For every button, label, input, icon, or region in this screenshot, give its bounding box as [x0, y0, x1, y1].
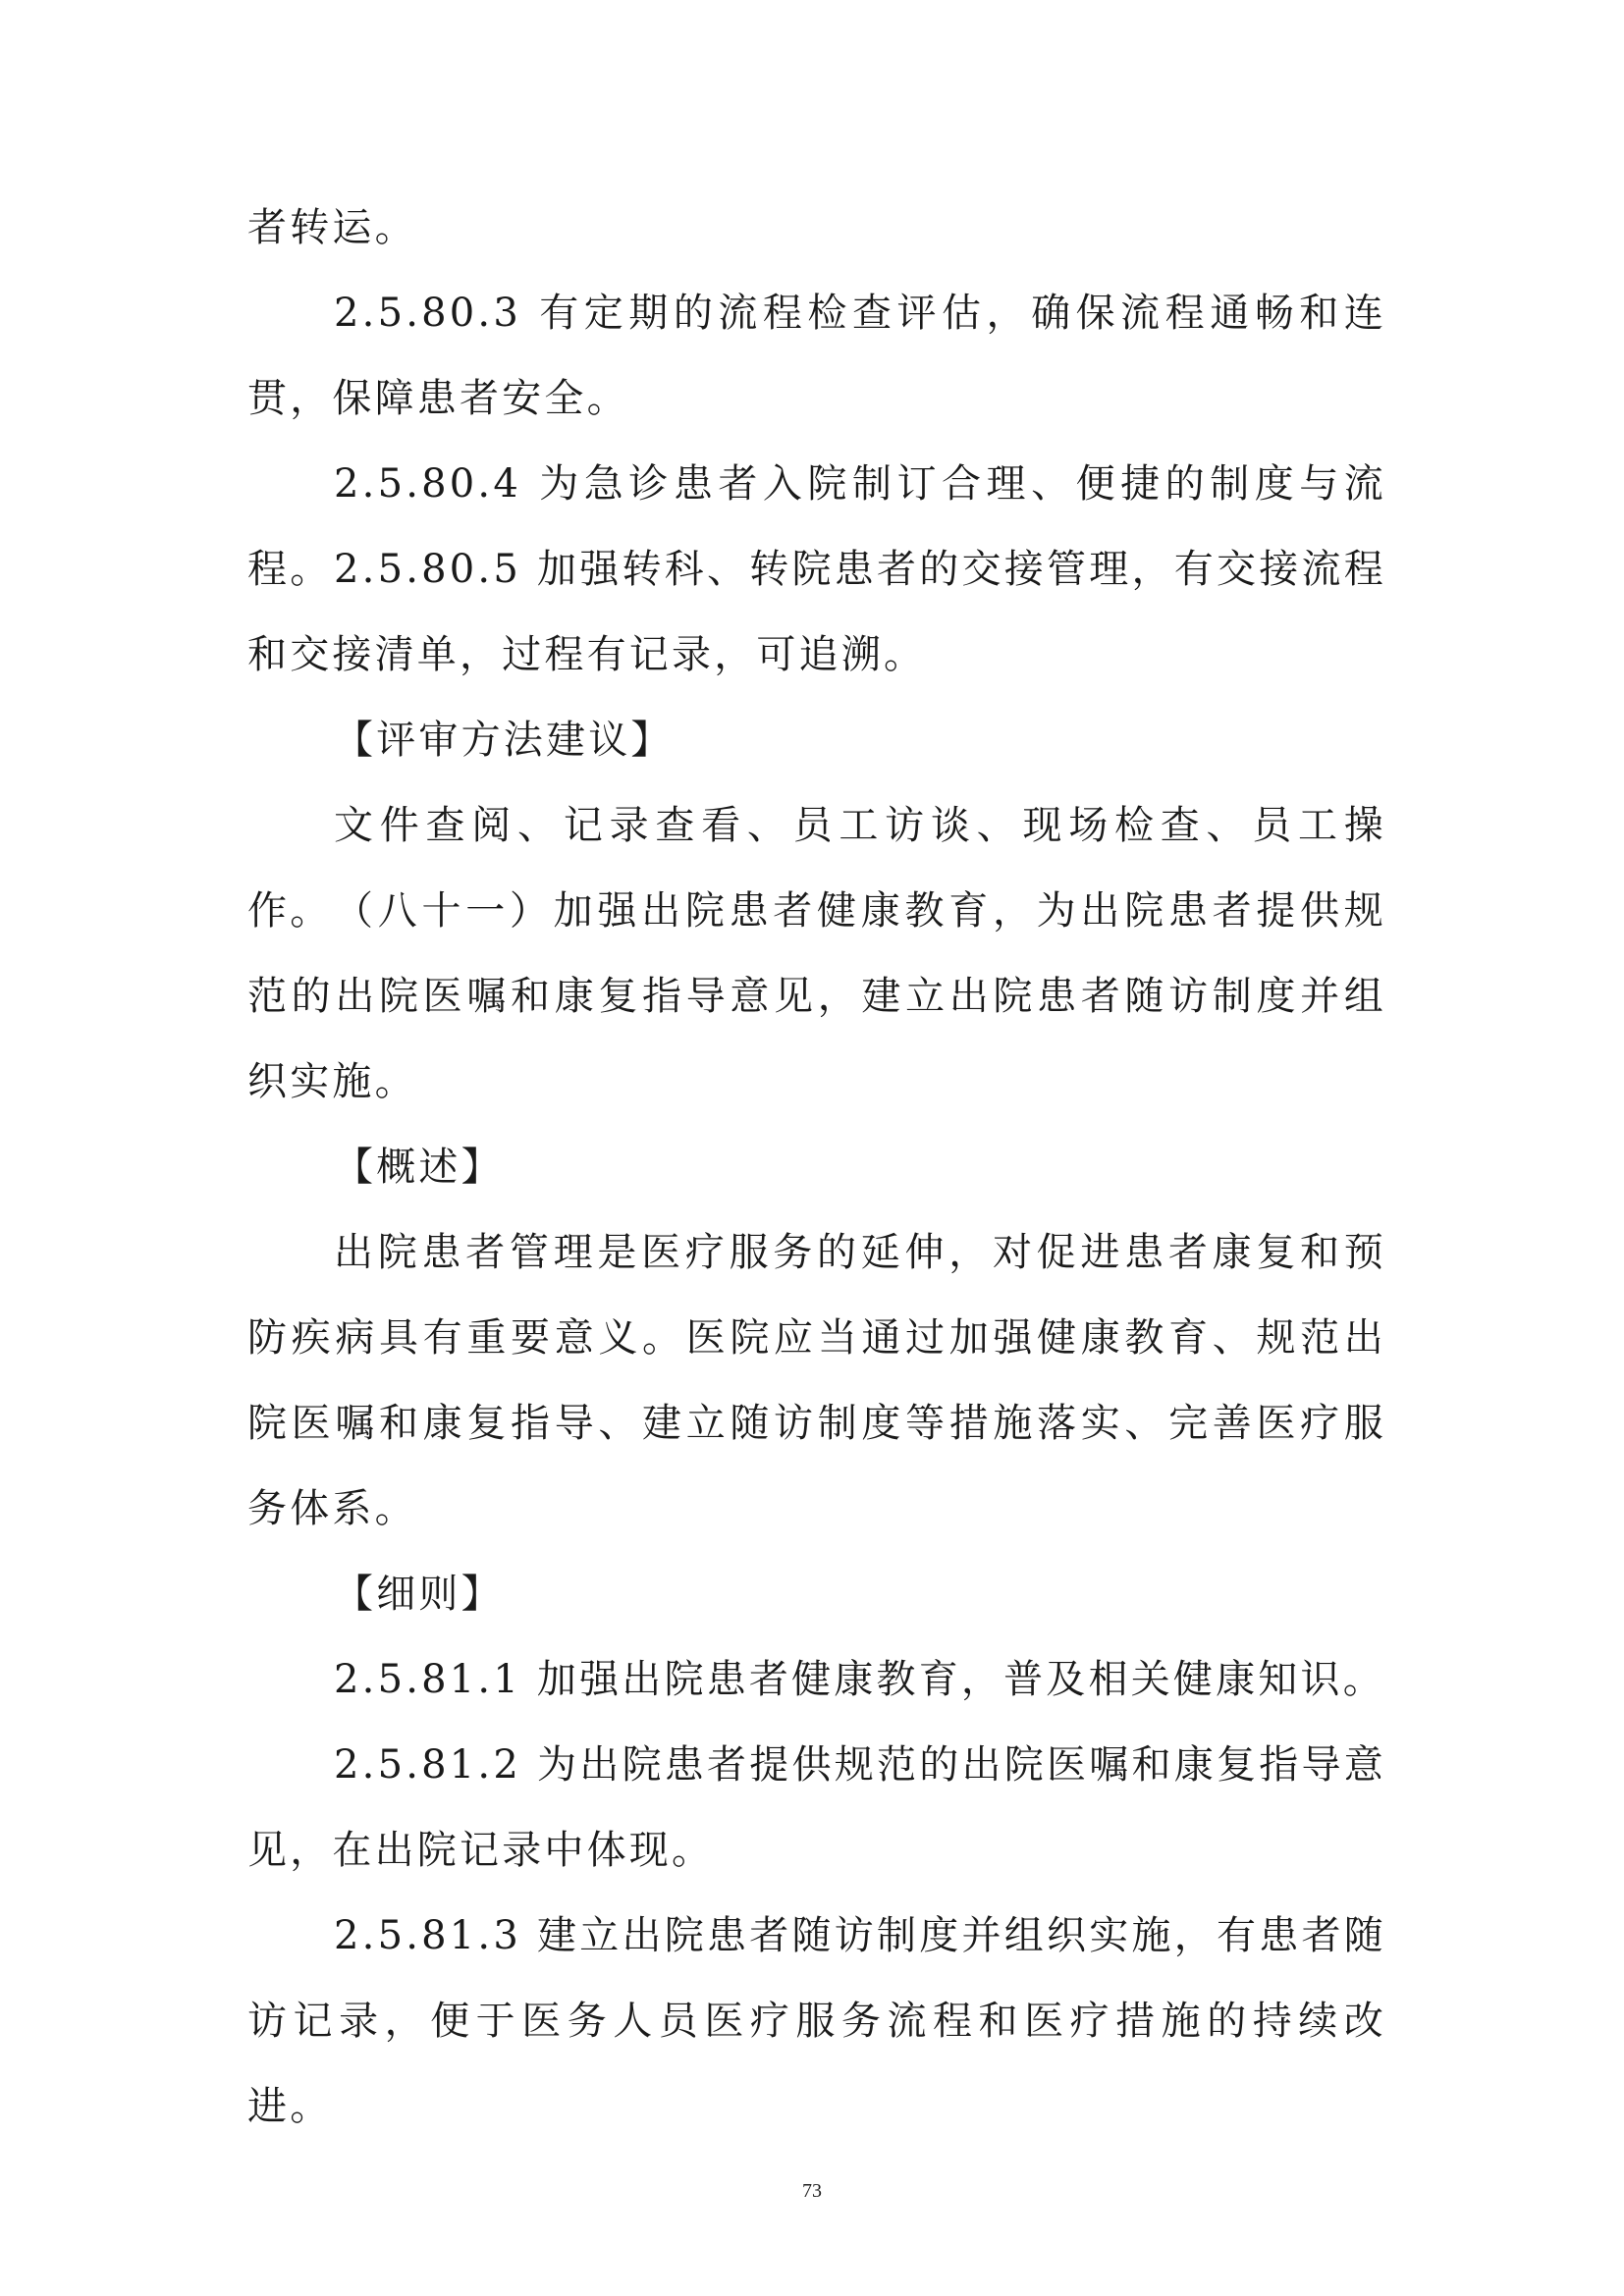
heading-review-method: 【评审方法建议】	[334, 718, 674, 763]
heading-details: 【细则】	[334, 1572, 504, 1617]
paragraph-overview: 出院患者管理是医疗服务的延伸，对促进患者康复和预防疾病具有重要意义。医院应当通过加强健康教育、规范出院医嘱和康复指导、建立随访制度等措施落实、完善医疗服务体系。	[247, 1230, 1386, 1531]
paragraph-2-5-81-2: 2.5.81.2 为出院患者提供规范的出院医嘱和康复指导意见，在出院记录中体现。	[247, 1742, 1386, 1873]
paragraph-2-5-80-5: 2.5.80.5 加强转科、转院患者的交接管理，有交接流程和交接清单，过程有记录，可追溯。	[247, 547, 1386, 677]
paragraph-2-5-81-1: 2.5.81.1 加强出院患者健康教育，普及相关健康知识。	[334, 1657, 1385, 1702]
paragraph-2-5-81-3: 2.5.81.3 建立出院患者随访制度并组织实施，有患者随访记录，便于医务人员医疗服务流程和医疗措施的持续改进。	[247, 1913, 1386, 2129]
paragraph-review-method: 文件查阅、记录查看、员工访谈、现场检查、员工操作。	[247, 803, 1386, 934]
page-number: 73	[802, 2180, 822, 2202]
paragraph-section-81: （八十一）加强出院患者健康教育，为出院患者提供规范的出院医嘱和康复指导意见，建立出院患者随访制度并组织实施。	[247, 888, 1386, 1104]
paragraph-continuation: 者转运。	[247, 205, 417, 250]
paragraph-2-5-80-4: 2.5.80.4 为急诊患者入院制订合理、便捷的制度与流程。	[247, 461, 1386, 592]
heading-overview: 【概述】	[334, 1145, 504, 1190]
paragraph-2-5-80-3: 2.5.80.3 有定期的流程检查评估，确保流程通畅和连贯，保障患者安全。	[247, 291, 1386, 421]
